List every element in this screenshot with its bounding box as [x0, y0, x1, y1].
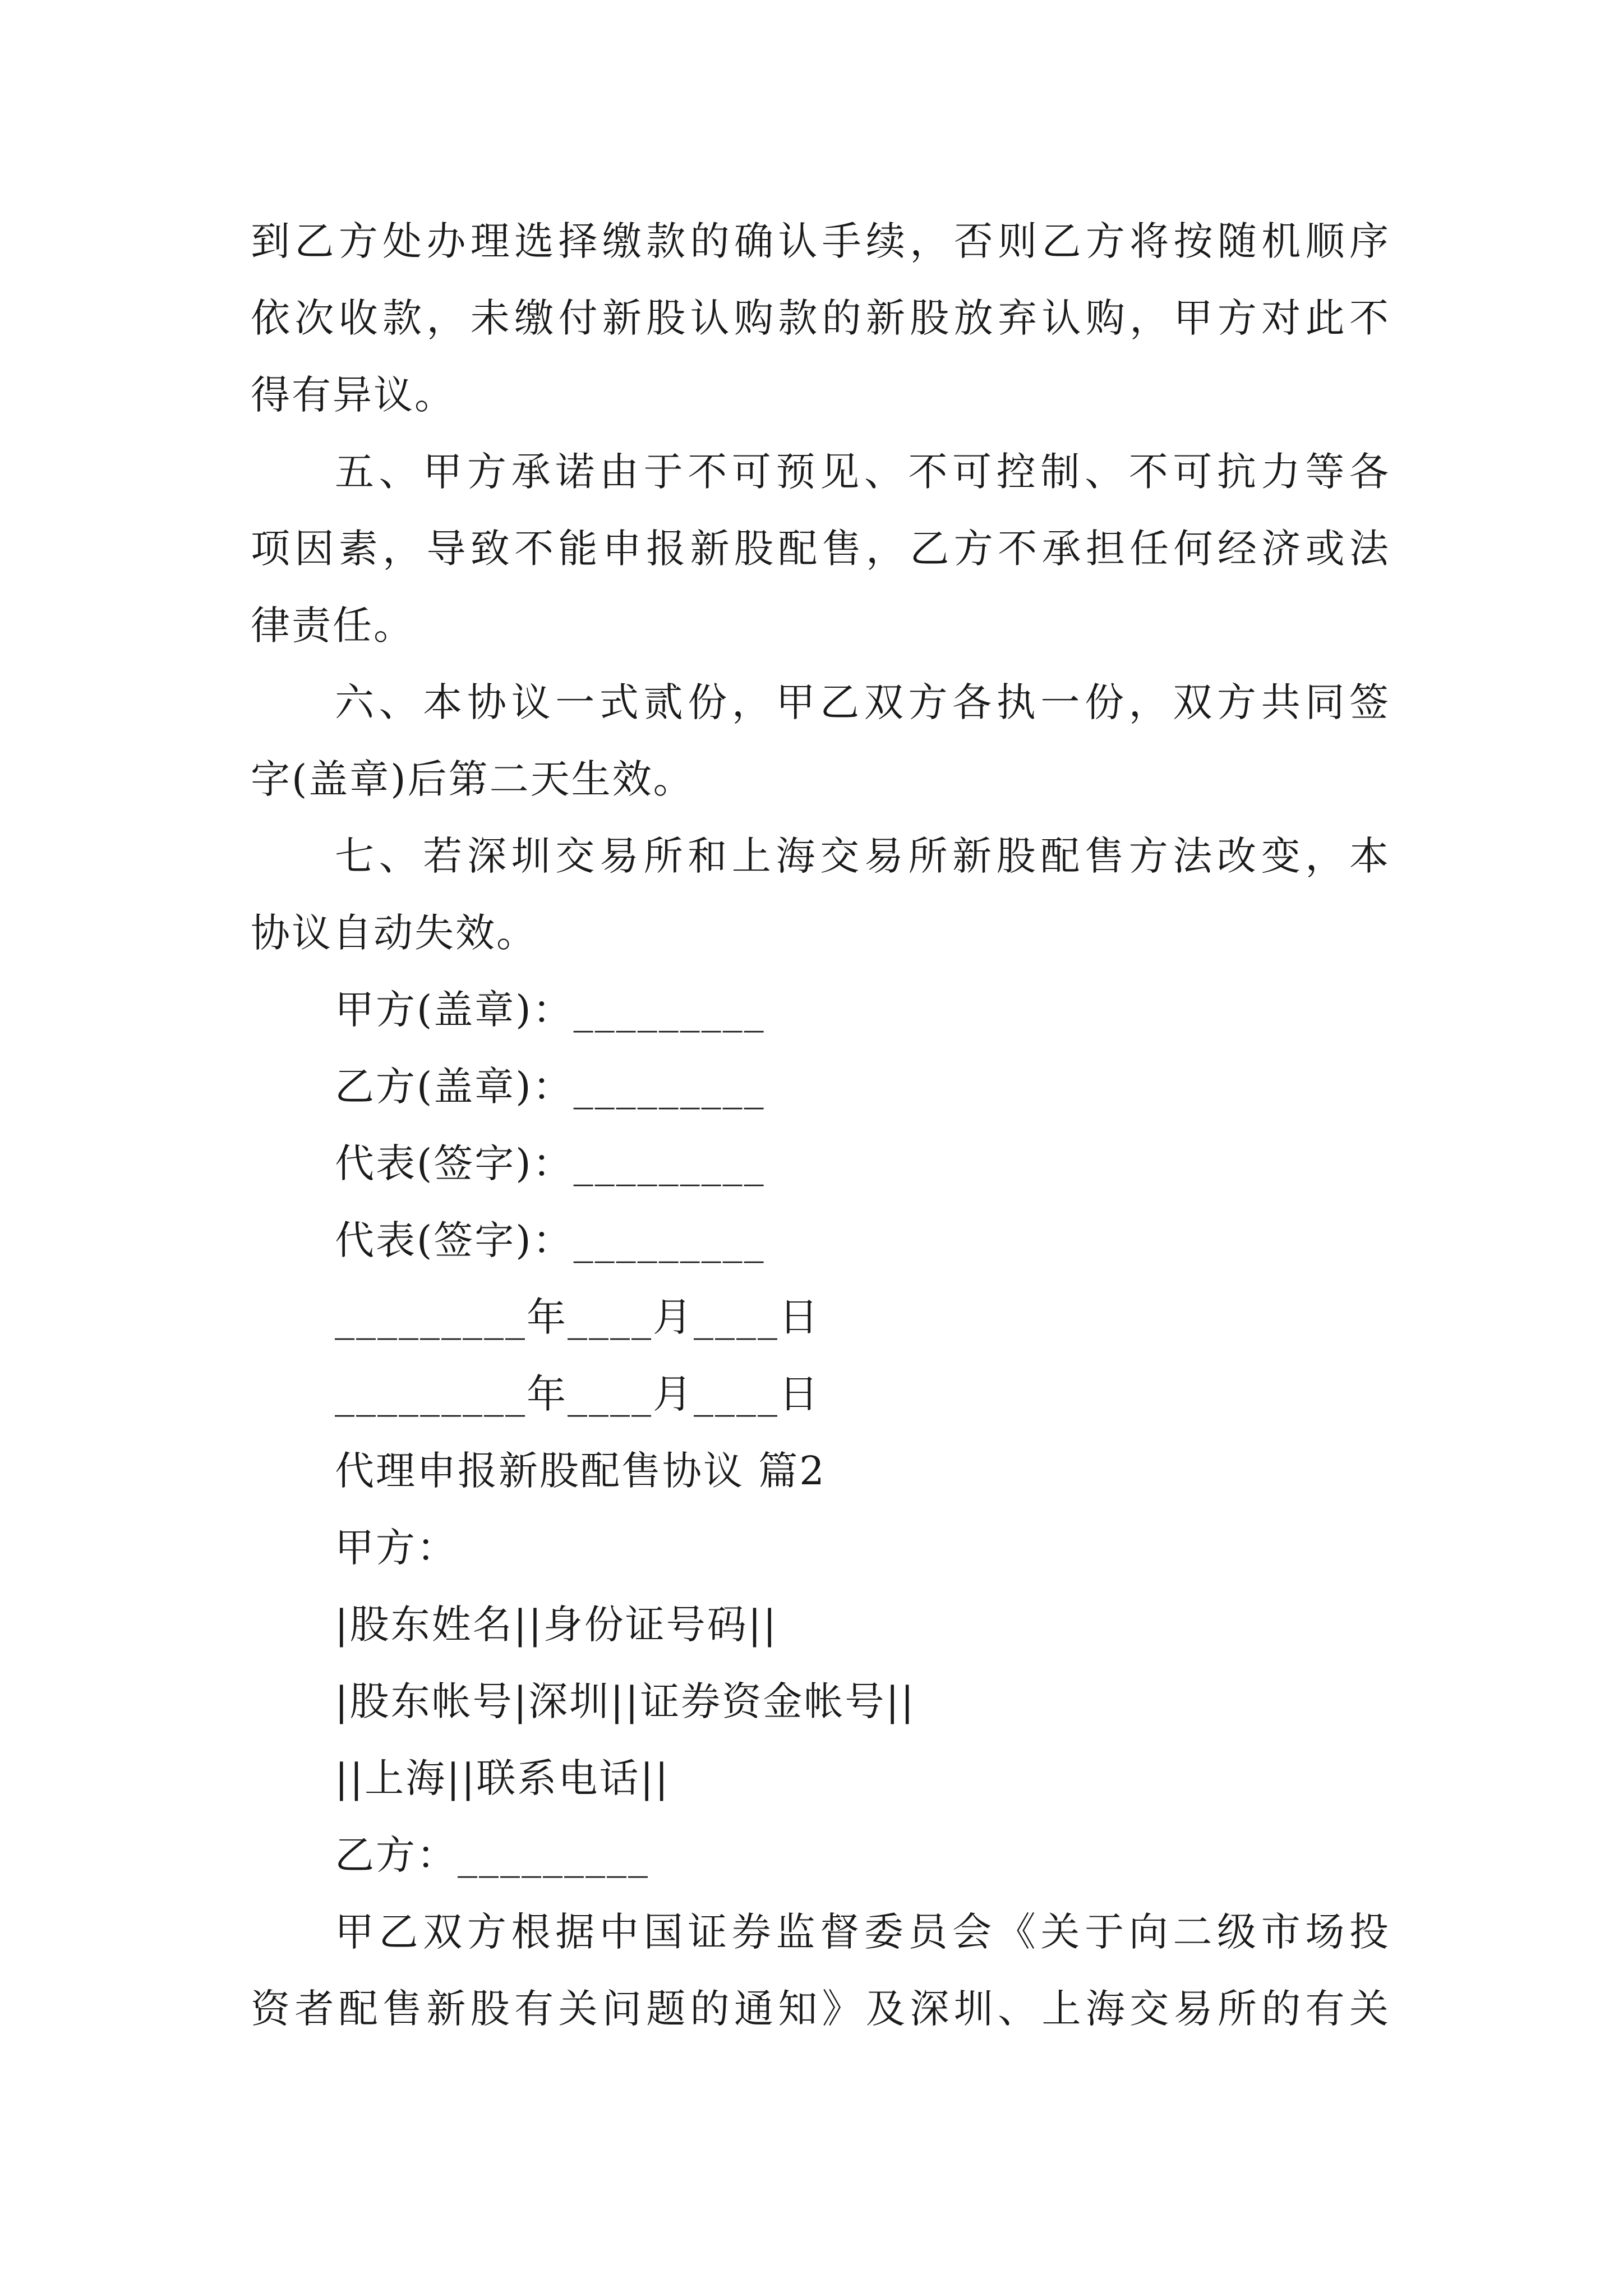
body-text-line: 依次收款，未缴付新股认购款的新股放弃认购，甲方对此不 [251, 295, 1390, 341]
body-text-line: 甲乙双方根据中国证券监督委员会《关于向二级市场投 [335, 1909, 1390, 1955]
section-title: 代理申报新股配售协议 篇2 [335, 1448, 826, 1494]
clause-seven: 七、若深圳交易所和上海交易所新股配售方法改变，本 [335, 833, 1390, 879]
clause-five: 五、甲方承诺由于不可预见、不可控制、不可抗力等各 [335, 449, 1390, 495]
table-row-shareholder-account: |股东帐号|深圳||证券资金帐号|| [335, 1678, 916, 1724]
table-row-shanghai: ||上海||联系电话|| [335, 1755, 670, 1801]
body-text-line: 到乙方处办理选择缴款的确认手续，否则乙方将按随机顺序 [251, 218, 1390, 264]
body-text-line: 资者配售新股有关问题的通知》及深圳、上海交易所的有关 [251, 1986, 1390, 2032]
party-b-seal-field: 乙方(盖章)：_________ [335, 1064, 766, 1110]
date-field: _________年____月____日 [335, 1371, 820, 1417]
document-page [251, 203, 1390, 2047]
body-text-line: 得有异议。 [251, 372, 455, 418]
body-text-line: 协议自动失效。 [251, 910, 537, 956]
table-row-shareholder-name: |股东姓名||身份证号码|| [335, 1602, 778, 1648]
representative-signature-field: 代表(签字)：_________ [335, 1140, 766, 1186]
body-text-line: 律责任。 [251, 602, 414, 648]
clause-six: 六、本协议一式贰份，甲乙双方各执一份，双方共同签 [335, 679, 1390, 725]
body-text-line: 字(盖章)后第二天生效。 [251, 756, 694, 802]
party-a-seal-field: 甲方(盖章)：_________ [335, 987, 766, 1033]
date-field: _________年____月____日 [335, 1294, 820, 1340]
representative-signature-field: 代表(签字)：_________ [335, 1217, 766, 1263]
body-text-line: 项因素，导致不能申报新股配售，乙方不承担任何经济或法 [251, 526, 1390, 572]
party-a-label: 甲方： [335, 1525, 458, 1571]
party-b-label: 乙方：_________ [335, 1832, 649, 1878]
